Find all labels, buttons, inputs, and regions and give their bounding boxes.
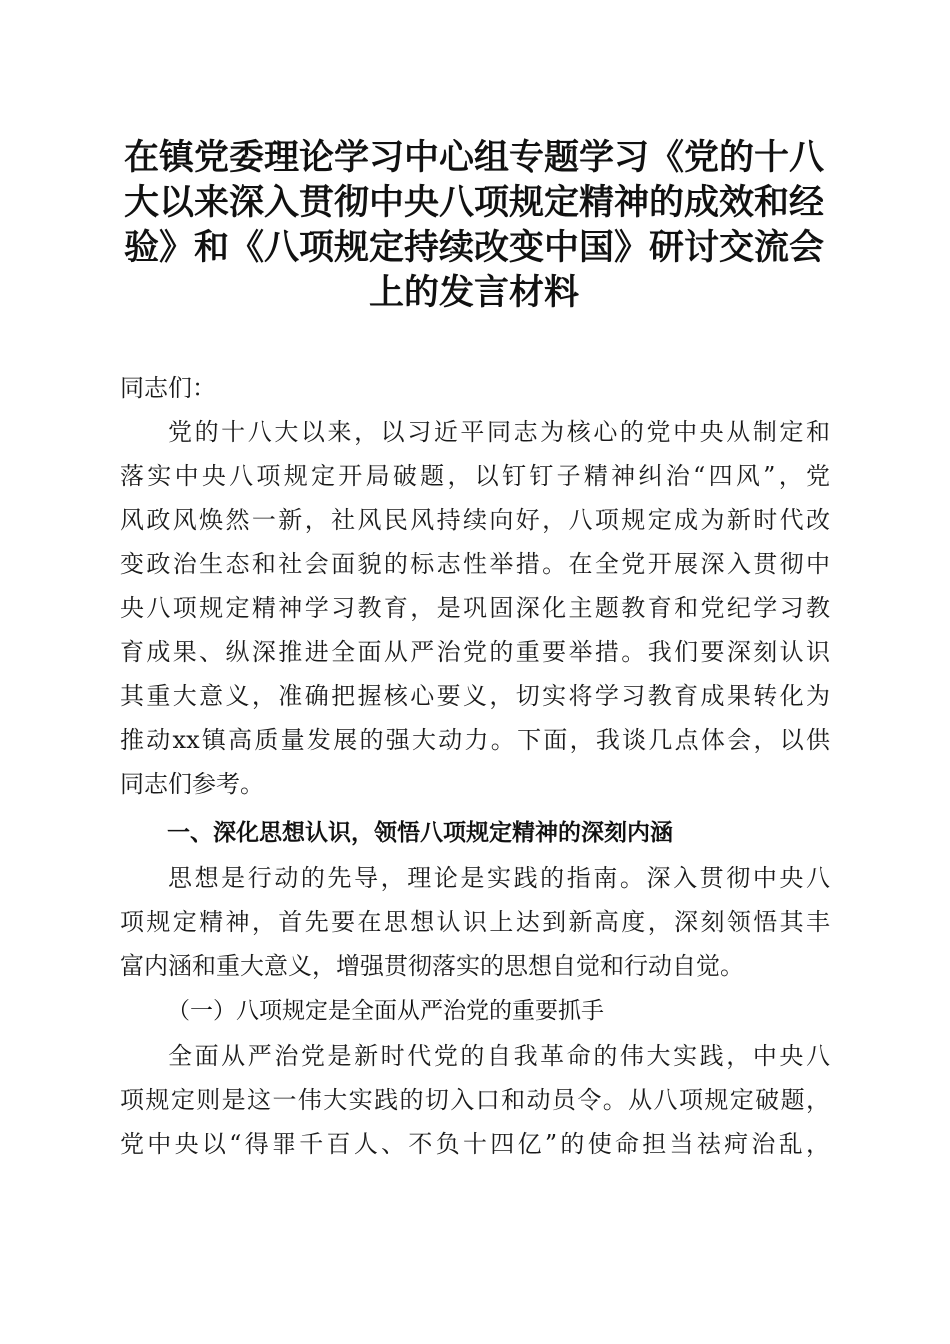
paragraph-line: 其重大意义，准确把握核心要义，切实将学习教育成果转化为: [120, 682, 830, 710]
paragraph-line: 思想是行动的先导，理论是实践的指南。深入贯彻中央八: [168, 864, 830, 892]
paragraph-section1: [120, 856, 830, 988]
paragraph-line: 央八项规定精神学习教育，是巩固深化主题教育和党纪学习教: [120, 594, 830, 622]
section-heading: 一、深化思想认识，领悟八项规定精神的深刻内涵: [167, 820, 673, 846]
greeting-text: 同志们：: [120, 374, 216, 402]
paragraph-line: 党中央以“得罪千百人、不负十四亿”的使命担当祛疴治乱，: [120, 1130, 830, 1158]
paragraph-line: 党的十八大以来，以习近平同志为核心的党中央从制定和: [168, 418, 830, 446]
paragraph-line: 项规定精神，首先要在思想认识上达到新高度，深刻领悟其丰: [120, 908, 830, 936]
paragraph-line: 育成果、纵深推进全面从严治党的重要举措。我们要深刻认识: [120, 638, 830, 666]
paragraph-line: 落实中央八项规定开局破题，以钉钉子精神纠治“四风”，党: [120, 462, 830, 490]
title-line: 在镇党委理论学习中心组专题学习《党的十八: [123, 138, 824, 178]
paragraph-line: 同志们参考。: [120, 770, 264, 798]
greeting: [120, 366, 830, 410]
paragraph-subsection1: [120, 1034, 830, 1166]
title-line: 上的发言材料: [368, 273, 579, 313]
paragraph-line: 富内涵和重大意义，增强贯彻落实的思想自觉和行动自觉。: [120, 952, 744, 980]
title-line: 大以来深入贯彻中央八项规定精神的成效和经: [123, 183, 824, 223]
paragraph-line: 全面从严治党是新时代党的自我革命的伟大实践，中央八: [168, 1042, 830, 1070]
paragraph-line: 推动xx镇高质量发展的强大动力。下面，我谈几点体会，以供: [120, 726, 830, 754]
document-title: [118, 136, 830, 316]
paragraph-line: 项规定则是这一伟大实践的切入口和动员令。从八项规定破题，: [120, 1086, 830, 1114]
paragraph-line: 风政风焕然一新，社风民风持续向好，八项规定成为新时代改: [120, 506, 830, 534]
paragraph-line: 变政治生态和社会面貌的标志性举措。在全党开展深入贯彻中: [120, 550, 830, 578]
paragraph-intro: [120, 410, 830, 806]
subsection-heading: （一）八项规定是全面从严治党的重要抓手: [167, 998, 604, 1024]
title-line: 验》和《八项规定持续改变中国》研讨交流会: [123, 228, 824, 268]
